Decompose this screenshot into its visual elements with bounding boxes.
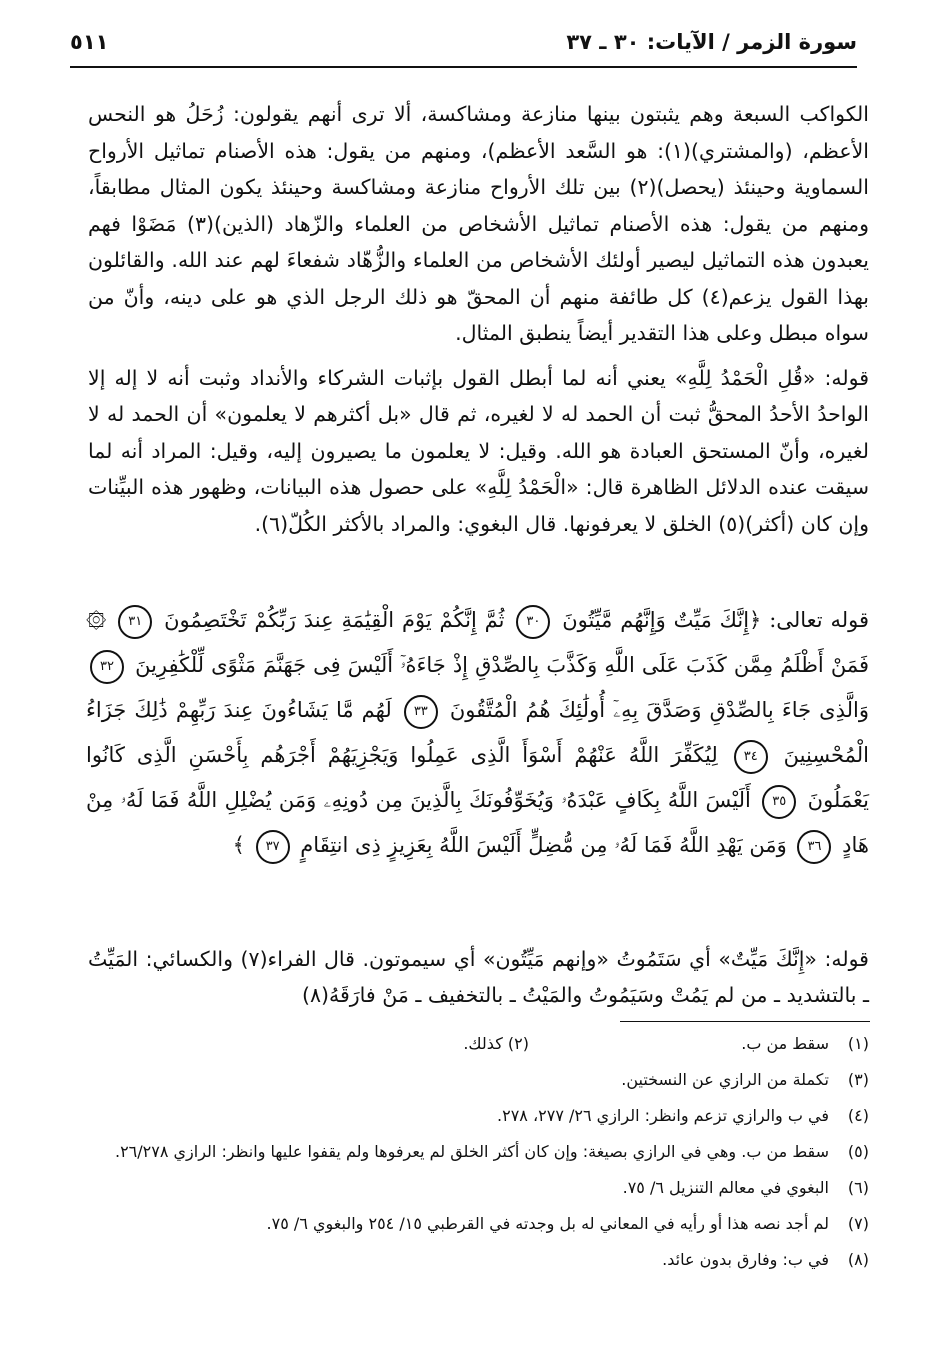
verse-close-bracket: ﴾ — [232, 833, 245, 857]
footnote — [58, 1246, 869, 1274]
footnote-text: لم أجد نصه هذا أو رأيه في المعاني له بل وجدته في القرطبي ١٥/ ٢٥٤ والبغوي ٦/ ٧٥. — [266, 1214, 829, 1233]
verse-text: وَالَّذِى جَاءَ بِالصِّدْقِ وَصَدَّقَ بِهِۦٓ أُولَٰئِكَ هُمُ الْمُتَّقُونَ — [449, 698, 869, 722]
verse-text: ثُمَّ إِنَّكُمْ يَوْمَ الْقِيَٰمَةِ عِندَ رَبِّكُمْ تَخْتَصِمُونَ — [164, 608, 505, 632]
footnote-text: سقط من ب. وهي في الرازي بصيغة: وإن كان أكثر الخلق لم يعرفوها ولم يقفوا عليها وانظر: الرازي ٢٦/٢٧٨. — [114, 1142, 829, 1161]
verse-text: أَلَيْسَ اللَّهُ بِكَافٍ عَبْدَهُۥ وَيُخَوِّفُونَكَ بِالَّذِينَ مِن دُونِهِۦ وَمَن يُضْلِلِ اللَّهُ فَمَا لَهُۥ مِنْ هَادٍ — [86, 788, 869, 857]
ayah-number-marker: ٣٠ — [516, 605, 550, 639]
commentary-text-continued — [88, 920, 869, 1034]
footnote — [58, 1210, 869, 1238]
footnote-text: تكملة من الرازي عن النسختين. — [621, 1070, 829, 1089]
footnote-number: (٢) — [507, 1034, 529, 1053]
ayah-number-marker: ٣٢ — [90, 650, 124, 684]
footnote-number: (٤) — [847, 1106, 869, 1125]
paragraph: الكواكب السبعة وهم يثبتون بينها منازعة ومشاكسة، ألا ترى أنهم يقولون: زُحَلُ هو النحس الأعظم، (والمشتري)(١): هو السَّعد الأعظم)، ومنهم من يقول: هذه الأصنام تماثيل الأرواح السماوية وحينئذ (يحصل)(٢) بين تلك الأرواح منازعة ومشاكسة وحينئذ يكون المثال مطابقاً، ومنهم من يقول: هذه الأصنام تماثيل الأشخاص من العلماء والزّهاد (الذين)(٣) مَضَوْا فهم يعبدون هذه التماثيل ليصير أولئك الأشخاص من العلماء والزُّهّاد شفعاءَ لهم عند الله. والقائلون بهذا القول يزعم(٤) كل طائفة منهم أن المحقّ هو ذلك الرجل الذي هو على دينه، وأنّ من سواه مبطل وعلى هذا التقدير أيضاً ينطبق المثال. — [88, 102, 869, 345]
ayah-number-marker: ٣١ — [118, 605, 152, 639]
ayah-number-marker: ٣٦ — [797, 830, 831, 864]
footnote — [58, 1102, 869, 1130]
paragraph: قوله: «قُلِ الْحَمْدُ لِلَّهِ» يعني أنه لما أبطل القول بإثبات الشركاء والأنداد وثبت أنه لا إله إلا الواحدُ الأحدُ المحقُّ ثبت أن الحمد له لا لغيره، ثم قال «بل أكثرهم لا يعلمون» أن الحمد له لا لغيره، وأنّ المستحق العبادة هو الله. وقيل: لا يعلمون ما يصيرون إليه، وقيل: المراد أنه لما سيقت عنده الدلائل الظاهرة قال: «الْحَمْدُ لِلَّهِ» على حصول هذه البيانات، وظهور هذه البيِّنات وإن كان (أكثر)(٥) الخلق لا يعرفونها. قال البغوي: والمراد بالأكثر الكُلّ(٦). — [88, 365, 869, 536]
ayah-number-marker: ٣٤ — [734, 740, 768, 774]
verse-text: لَهُم مَّا يَشَاءُونَ عِندَ رَبِّهِمْ ذَٰلِكَ جَزَاءُ الْمُحْسِنِينَ — [86, 698, 869, 767]
footnote-number: (٦) — [847, 1178, 869, 1197]
footnote-text: في ب: وفارق بدون عائد. — [662, 1250, 829, 1269]
page-header — [70, 26, 857, 68]
running-title: سورة الزمر / الآيات: ٣٠ ـ ٣٧ — [566, 30, 857, 54]
verse-text: لِيُكَفِّرَ اللَّهُ عَنْهُمْ أَسْوَأَ الَّذِى عَمِلُوا وَيَجْزِيَهُمْ أَجْرَهُم بِأَحْسَنِ الَّذِى كَانُوا يَعْمَلُونَ — [86, 743, 869, 812]
ayah-number-marker: ٣٣ — [404, 695, 438, 729]
footnote-number: (٣) — [847, 1070, 869, 1089]
footnote-text: البغوي في معالم التنزيل ٦/ ٧٥. — [622, 1178, 829, 1197]
quran-verses — [86, 598, 869, 868]
ayah-number-marker: ٣٧ — [256, 830, 290, 864]
footnote — [58, 1138, 869, 1166]
footnote-text: سقط من ب. — [741, 1034, 829, 1053]
footnotes — [58, 1030, 869, 1282]
footnote-number: (٧) — [847, 1214, 869, 1233]
commentary-text — [88, 96, 869, 550]
verse-text: ۞ فَمَنْ أَظْلَمُ مِمَّن كَذَبَ عَلَى اللَّهِ وَكَذَّبَ بِالصِّدْقِ إِذْ جَاءَهُۥٓ أَلَيْسَ فِى جَهَنَّمَ مَثْوًى لِّلْكَٰفِرِينَ — [86, 608, 869, 677]
footnote-text: كذلك. — [463, 1034, 503, 1053]
footnote-number: (١) — [847, 1034, 869, 1053]
footnote-number: (٨) — [847, 1250, 869, 1269]
footnote — [58, 1174, 869, 1202]
paragraph: قوله: «إِنَّكَ مَيِّتٌ» أي سَتَمُوتُ «وإنهم مَيِّتُون» أي سيموتون. قال الفراء(٧) والكسائي: المَيِّتُ ـ بالتشديد ـ من لم يَمُتْ وسَيَمُوتُ والمَيْتُ ـ بالتخفيف ـ مَنْ فارَقَهُ(٨) — [88, 946, 869, 1007]
verse-text: ﴿إِنَّكَ مَيِّتٌ وَإِنَّهُم مَّيِّتُونَ — [562, 608, 762, 632]
footnote-separator — [620, 1021, 870, 1022]
verse-text: وَمَن يَهْدِ اللَّهُ فَمَا لَهُۥ مِن مُّضِلٍّ أَلَيْسَ اللَّهُ بِعَزِيزٍ ذِى انتِقَامٍ — [300, 833, 787, 857]
footnote — [58, 1066, 869, 1094]
footnote — [58, 1030, 869, 1058]
page-number: ٥١١ — [70, 30, 109, 54]
ayah-number-marker: ٣٥ — [762, 785, 796, 819]
verse-intro: قوله تعالى: — [761, 608, 869, 632]
footnote-number: (٥) — [847, 1142, 869, 1161]
footnote-text: في ب والرازي تزعم وانظر: الرازي ٢٦/ ٢٧٧، ٢٧٨. — [497, 1106, 829, 1125]
